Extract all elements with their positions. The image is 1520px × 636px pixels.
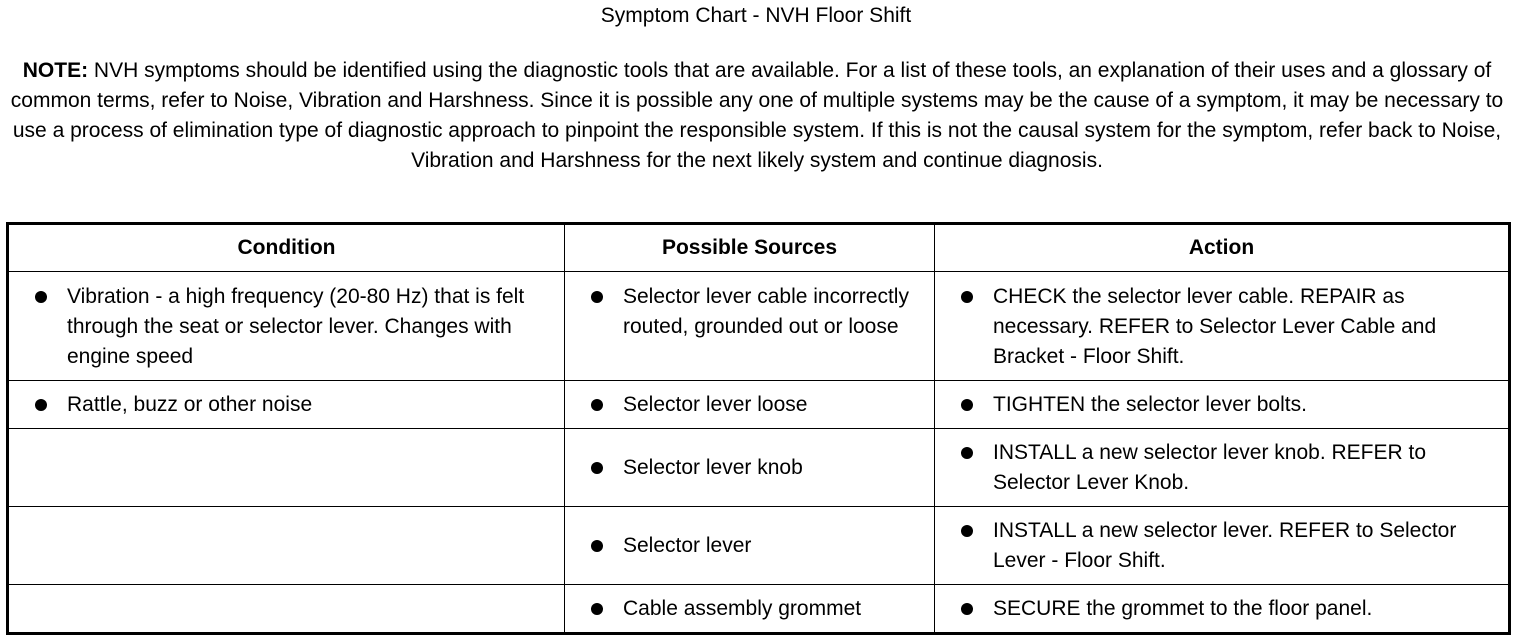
action-cell — [935, 507, 1510, 585]
bullet-item — [9, 282, 552, 372]
source-cell — [565, 507, 935, 585]
source-cell — [565, 585, 935, 634]
action-cell — [935, 429, 1510, 507]
action-cell — [935, 272, 1510, 381]
bullet-icon — [591, 603, 603, 615]
header-action: Action — [935, 224, 1510, 272]
source-cell — [565, 272, 935, 381]
source-cell — [565, 381, 935, 429]
header-possible-sources: Possible Sources — [565, 224, 935, 272]
symptom-chart-table — [6, 222, 1511, 635]
condition-cell-empty — [8, 429, 565, 507]
bullet-icon — [35, 291, 47, 303]
table-row — [8, 429, 1510, 507]
condition-cell-empty — [8, 585, 565, 634]
source-text: Selector lever cable incorrectly routed, grounded out or loose — [623, 285, 909, 338]
note-text: NVH symptoms should be identified using the diagnostic tools that are available. For a list of these tools, an explanation of their uses and a glossary of common terms, refer to Noise, Vibration and Harshness. Since it is possible any one of multiple systems may be the cause of a symptom, it may be necessary to use a process of elimination type of diagnostic approach to pinpoint the responsible system. If this is not the causal system for the symptom, refer back to Noise, Vibration and Harshness for the next likely system and continue diagnosis. — [10, 59, 1504, 172]
table-row — [8, 381, 1510, 429]
source-text: Selector lever loose — [623, 393, 808, 416]
bullet-icon — [591, 291, 603, 303]
bullet-item — [565, 531, 922, 561]
bullet-icon — [961, 603, 973, 615]
source-text: Cable assembly grommet — [623, 597, 862, 620]
source-cell — [565, 429, 935, 507]
bullet-item — [935, 282, 1496, 372]
condition-cell — [8, 381, 565, 429]
bullet-item — [565, 282, 922, 342]
action-text: TIGHTEN the selector lever bolts. — [993, 393, 1307, 416]
bullet-item — [935, 390, 1496, 420]
table-header-row — [8, 224, 1510, 272]
action-text: INSTALL a new selector lever. REFER to Selector Lever - Floor Shift. — [993, 519, 1457, 572]
bullet-item — [935, 438, 1496, 498]
action-text: SECURE the grommet to the floor panel. — [993, 597, 1373, 620]
bullet-item — [565, 594, 922, 624]
bullet-icon — [591, 540, 603, 552]
bullet-item — [935, 594, 1496, 624]
bullet-icon — [591, 462, 603, 474]
action-cell — [935, 381, 1510, 429]
action-text: INSTALL a new selector lever knob. REFER to Selector Lever Knob. — [993, 441, 1427, 494]
header-condition: Condition — [8, 224, 565, 272]
page-title: Symptom Chart - NVH Floor Shift — [600, 4, 912, 27]
table-row — [8, 272, 1510, 381]
action-text: CHECK the selector lever cable. REPAIR as necessary. REFER to Selector Lever Cable and Bracket - Floor Shift. — [993, 285, 1437, 368]
bullet-icon — [961, 399, 973, 411]
table-row — [8, 585, 1510, 634]
note-label: NOTE: — [22, 59, 89, 82]
table-row — [8, 507, 1510, 585]
bullet-icon — [961, 447, 973, 459]
bullet-item — [935, 516, 1496, 576]
bullet-icon — [961, 291, 973, 303]
bullet-icon — [35, 399, 47, 411]
bullet-item — [9, 390, 552, 420]
bullet-icon — [961, 525, 973, 537]
condition-text: Rattle, buzz or other noise — [67, 393, 313, 416]
condition-cell — [8, 272, 565, 381]
condition-text: Vibration - a high frequency (20-80 Hz) that is felt through the seat or selector lever. Changes with engine speed — [67, 285, 525, 368]
bullet-item — [565, 453, 922, 483]
bullet-item — [565, 390, 922, 420]
action-cell — [935, 585, 1510, 634]
source-text: Selector lever knob — [623, 456, 803, 479]
condition-cell-empty — [8, 507, 565, 585]
bullet-icon — [591, 399, 603, 411]
note-paragraph — [6, 56, 1508, 176]
source-text: Selector lever — [623, 534, 752, 557]
